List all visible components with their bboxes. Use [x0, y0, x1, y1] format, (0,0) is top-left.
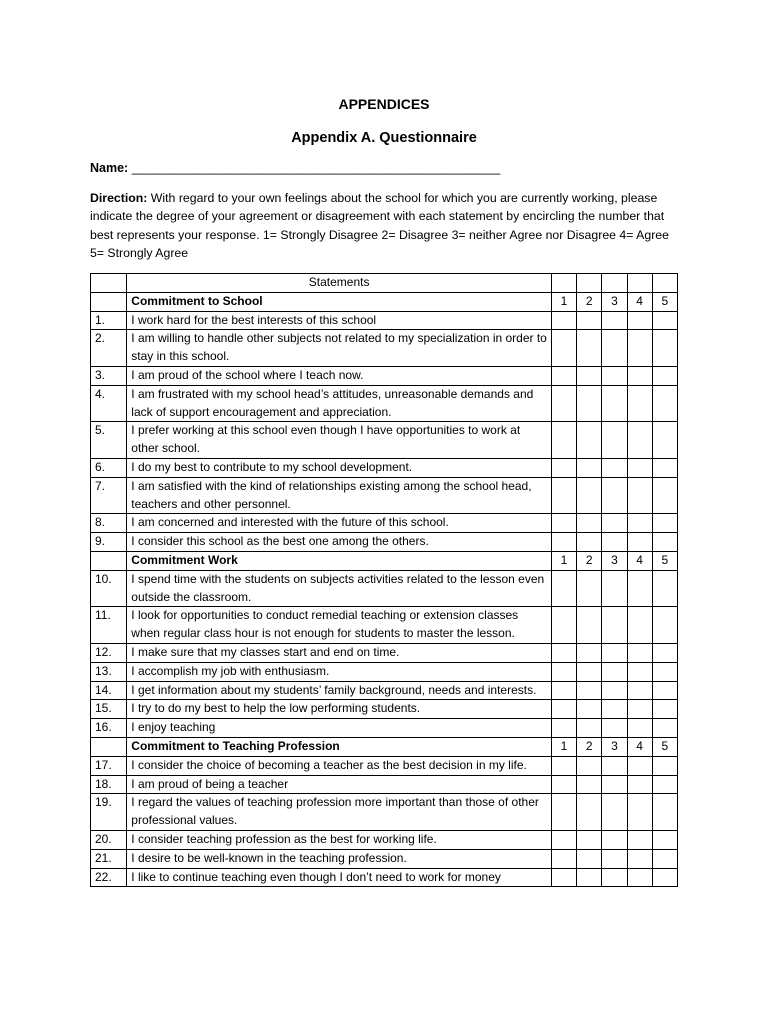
rating-cell[interactable] [602, 533, 627, 552]
rating-cell[interactable] [602, 643, 627, 662]
item-number: 1. [91, 311, 127, 330]
table-row [91, 700, 678, 719]
rating-cell[interactable] [627, 719, 652, 738]
rating-cell[interactable] [602, 477, 627, 514]
rating-cell[interactable] [627, 607, 652, 644]
rating-cell[interactable] [652, 607, 677, 644]
rating-cell[interactable] [577, 756, 602, 775]
rating-cell[interactable] [577, 830, 602, 849]
rating-cell[interactable] [577, 719, 602, 738]
scale-value-4: 4 [627, 737, 652, 756]
rating-cell[interactable] [652, 700, 677, 719]
item-number: 9. [91, 533, 127, 552]
rating-cell[interactable] [602, 366, 627, 385]
item-number: 18. [91, 775, 127, 794]
section-num-cell [91, 737, 127, 756]
rating-cell[interactable] [551, 311, 576, 330]
table-row [91, 830, 678, 849]
table-row [91, 794, 678, 831]
rating-cell[interactable] [627, 775, 652, 794]
rating-cell[interactable] [602, 458, 627, 477]
rating-cell[interactable] [577, 681, 602, 700]
rating-cell[interactable] [652, 868, 677, 887]
rating-cell[interactable] [652, 366, 677, 385]
name-field [90, 161, 690, 175]
direction-paragraph [90, 189, 675, 262]
rating-cell[interactable] [627, 311, 652, 330]
rating-cell[interactable] [577, 607, 602, 644]
rating-cell[interactable] [602, 422, 627, 459]
rating-cell[interactable] [551, 385, 576, 422]
item-statement: I do my best to contribute to my school development. [127, 458, 552, 477]
rating-cell[interactable] [627, 794, 652, 831]
rating-cell[interactable] [602, 570, 627, 607]
item-statement: I am willing to handle other subjects not related to my specialization in order to stay in this school. [127, 330, 552, 367]
rating-cell[interactable] [602, 868, 627, 887]
rating-cell[interactable] [577, 330, 602, 367]
item-number: 8. [91, 514, 127, 533]
rating-cell[interactable] [577, 385, 602, 422]
scale-value-1: 1 [551, 292, 576, 311]
rating-cell[interactable] [551, 643, 576, 662]
rating-cell[interactable] [577, 514, 602, 533]
rating-cell[interactable] [602, 681, 627, 700]
table-row [91, 643, 678, 662]
table-row [91, 477, 678, 514]
table-row [91, 385, 678, 422]
rating-cell[interactable] [577, 570, 602, 607]
rating-cell[interactable] [627, 700, 652, 719]
page-subheading: Appendix A. Questionnaire [291, 130, 477, 146]
item-statement: I am satisfied with the kind of relationships existing among the school head, teachers and other personnel. [127, 477, 552, 514]
rating-cell[interactable] [602, 775, 627, 794]
rating-cell[interactable] [652, 681, 677, 700]
rating-cell[interactable] [652, 830, 677, 849]
scale-value-1: 1 [551, 737, 576, 756]
item-statement: I consider the choice of becoming a teacher as the best decision in my life. [127, 756, 552, 775]
rating-cell[interactable] [602, 311, 627, 330]
table-row [91, 458, 678, 477]
rating-cell[interactable] [577, 662, 602, 681]
rating-cell[interactable] [627, 477, 652, 514]
rating-cell[interactable] [602, 756, 627, 775]
item-statement: I get information about my students’ family background, needs and interests. [127, 681, 552, 700]
table-row [91, 422, 678, 459]
rating-cell[interactable] [627, 385, 652, 422]
rating-cell[interactable] [577, 422, 602, 459]
rating-cell[interactable] [602, 385, 627, 422]
rating-cell[interactable] [577, 643, 602, 662]
item-number: 12. [91, 643, 127, 662]
item-number: 4. [91, 385, 127, 422]
section-row [91, 551, 678, 570]
rating-cell[interactable] [602, 719, 627, 738]
rating-cell[interactable] [652, 775, 677, 794]
rating-cell[interactable] [551, 458, 576, 477]
table-row [91, 719, 678, 738]
rating-cell[interactable] [551, 662, 576, 681]
rating-cell[interactable] [652, 533, 677, 552]
header-scale-cell [577, 274, 602, 293]
rating-cell[interactable] [627, 570, 652, 607]
rating-cell[interactable] [577, 366, 602, 385]
header-num-cell [91, 274, 127, 293]
item-number: 22. [91, 868, 127, 887]
rating-cell[interactable] [627, 330, 652, 367]
table-header-row [91, 274, 678, 293]
rating-cell[interactable] [551, 422, 576, 459]
rating-cell[interactable] [551, 700, 576, 719]
page-heading: APPENDICES [338, 96, 430, 112]
item-statement: I am frustrated with my school head’s attitudes, unreasonable demands and lack of support encouragement and appreciation. [127, 385, 552, 422]
direction-label: Direction: [90, 191, 148, 205]
rating-cell[interactable] [652, 849, 677, 868]
questionnaire-table [90, 273, 678, 887]
rating-cell[interactable] [551, 681, 576, 700]
table-row [91, 868, 678, 887]
rating-cell[interactable] [577, 868, 602, 887]
item-statement: I work hard for the best interests of this school [127, 311, 552, 330]
scale-value-5: 5 [652, 737, 677, 756]
item-statement: I enjoy teaching [127, 719, 552, 738]
rating-cell[interactable] [602, 830, 627, 849]
rating-cell[interactable] [652, 514, 677, 533]
item-number: 3. [91, 366, 127, 385]
rating-cell[interactable] [602, 514, 627, 533]
rating-cell[interactable] [627, 533, 652, 552]
item-statement: I look for opportunities to conduct remedial teaching or extension classes when regular class hour is not enough for students to master the lesson. [127, 607, 552, 644]
rating-cell[interactable] [602, 607, 627, 644]
rating-cell[interactable] [627, 756, 652, 775]
statements-header: Statements [127, 274, 552, 293]
item-statement: I regard the values of teaching profession more important than those of other professional values. [127, 794, 552, 831]
rating-cell[interactable] [627, 681, 652, 700]
item-statement: I spend time with the students on subjects activities related to the lesson even outside the classroom. [127, 570, 552, 607]
item-number: 15. [91, 700, 127, 719]
section-row [91, 292, 678, 311]
scale-value-5: 5 [652, 551, 677, 570]
rating-cell[interactable] [602, 662, 627, 681]
rating-cell[interactable] [627, 458, 652, 477]
table-row [91, 570, 678, 607]
rating-cell[interactable] [652, 311, 677, 330]
scale-value-3: 3 [602, 551, 627, 570]
rating-cell[interactable] [577, 458, 602, 477]
rating-cell[interactable] [551, 830, 576, 849]
scale-value-3: 3 [602, 292, 627, 311]
table-row [91, 849, 678, 868]
header-scale-cell [652, 274, 677, 293]
section-title: Commitment to Teaching Profession [127, 737, 552, 756]
rating-cell[interactable] [652, 570, 677, 607]
item-statement: I am proud of being a teacher [127, 775, 552, 794]
item-number: 19. [91, 794, 127, 831]
rating-cell[interactable] [627, 366, 652, 385]
rating-cell[interactable] [577, 533, 602, 552]
table-row [91, 681, 678, 700]
rating-cell[interactable] [602, 849, 627, 868]
scale-value-2: 2 [577, 292, 602, 311]
rating-cell[interactable] [551, 794, 576, 831]
item-statement: I accomplish my job with enthusiasm. [127, 662, 552, 681]
item-statement: I desire to be well-known in the teaching profession. [127, 849, 552, 868]
table-row [91, 533, 678, 552]
rating-cell[interactable] [627, 849, 652, 868]
header-scale-cell [602, 274, 627, 293]
name-blank-line: _____________________________________________________ [131, 161, 501, 175]
rating-cell[interactable] [652, 385, 677, 422]
rating-cell[interactable] [602, 700, 627, 719]
table-row [91, 330, 678, 367]
rating-cell[interactable] [627, 868, 652, 887]
item-number: 20. [91, 830, 127, 849]
item-statement: I like to continue teaching even though I don’t need to work for money [127, 868, 552, 887]
rating-cell[interactable] [551, 477, 576, 514]
rating-cell[interactable] [652, 662, 677, 681]
item-number: 13. [91, 662, 127, 681]
item-number: 2. [91, 330, 127, 367]
section-title: Commitment to School [127, 292, 552, 311]
rating-cell[interactable] [627, 514, 652, 533]
scale-value-4: 4 [627, 292, 652, 311]
item-statement: I prefer working at this school even though I have opportunities to work at other school. [127, 422, 552, 459]
item-statement: I consider this school as the best one among the others. [127, 533, 552, 552]
item-number: 6. [91, 458, 127, 477]
rating-cell[interactable] [652, 458, 677, 477]
rating-cell[interactable] [551, 570, 576, 607]
item-number: 21. [91, 849, 127, 868]
rating-cell[interactable] [577, 775, 602, 794]
item-number: 17. [91, 756, 127, 775]
item-number: 10. [91, 570, 127, 607]
header-scale-cell [627, 274, 652, 293]
rating-cell[interactable] [551, 514, 576, 533]
rating-cell[interactable] [602, 794, 627, 831]
item-number: 16. [91, 719, 127, 738]
item-number: 11. [91, 607, 127, 644]
table-row [91, 366, 678, 385]
rating-cell[interactable] [627, 830, 652, 849]
rating-cell[interactable] [652, 422, 677, 459]
scale-value-2: 2 [577, 551, 602, 570]
scale-value-4: 4 [627, 551, 652, 570]
rating-cell[interactable] [652, 477, 677, 514]
item-statement: I am proud of the school where I teach now. [127, 366, 552, 385]
rating-cell[interactable] [551, 756, 576, 775]
section-num-cell [91, 551, 127, 570]
scale-value-2: 2 [577, 737, 602, 756]
direction-text: With regard to your own feelings about the school for which you are currently working, please indicate the degree of your agreement or disagreement with each statement by encircling the number that best represents your response. 1= Strongly Disagree 2= Disagree 3= neither Agree nor Disagree 4= Agree 5= Strongly Agree [90, 191, 669, 260]
rating-cell[interactable] [551, 533, 576, 552]
rating-cell[interactable] [627, 643, 652, 662]
section-title: Commitment Work [127, 551, 552, 570]
rating-cell[interactable] [551, 775, 576, 794]
table-row [91, 311, 678, 330]
rating-cell[interactable] [551, 849, 576, 868]
scale-value-1: 1 [551, 551, 576, 570]
scale-value-3: 3 [602, 737, 627, 756]
rating-cell[interactable] [652, 643, 677, 662]
rating-cell[interactable] [577, 700, 602, 719]
rating-cell[interactable] [652, 794, 677, 831]
rating-cell[interactable] [551, 607, 576, 644]
item-statement: I consider teaching profession as the best for working life. [127, 830, 552, 849]
rating-cell[interactable] [577, 794, 602, 831]
item-statement: I try to do my best to help the low performing students. [127, 700, 552, 719]
item-statement: I am concerned and interested with the future of this school. [127, 514, 552, 533]
table-row [91, 514, 678, 533]
name-label: Name: [90, 161, 129, 175]
item-number: 7. [91, 477, 127, 514]
rating-cell[interactable] [577, 477, 602, 514]
rating-cell[interactable] [652, 756, 677, 775]
section-num-cell [91, 292, 127, 311]
rating-cell[interactable] [577, 311, 602, 330]
section-row [91, 737, 678, 756]
rating-cell[interactable] [602, 330, 627, 367]
item-number: 5. [91, 422, 127, 459]
rating-cell[interactable] [652, 330, 677, 367]
header-scale-cell [551, 274, 576, 293]
rating-cell[interactable] [627, 662, 652, 681]
table-row [91, 607, 678, 644]
table-row [91, 775, 678, 794]
item-number: 14. [91, 681, 127, 700]
rating-cell[interactable] [551, 719, 576, 738]
scale-value-5: 5 [652, 292, 677, 311]
rating-cell[interactable] [551, 366, 576, 385]
rating-cell[interactable] [577, 849, 602, 868]
table-row [91, 756, 678, 775]
table-row [91, 662, 678, 681]
rating-cell[interactable] [551, 868, 576, 887]
item-statement: I make sure that my classes start and end on time. [127, 643, 552, 662]
rating-cell[interactable] [627, 422, 652, 459]
rating-cell[interactable] [652, 719, 677, 738]
rating-cell[interactable] [551, 330, 576, 367]
